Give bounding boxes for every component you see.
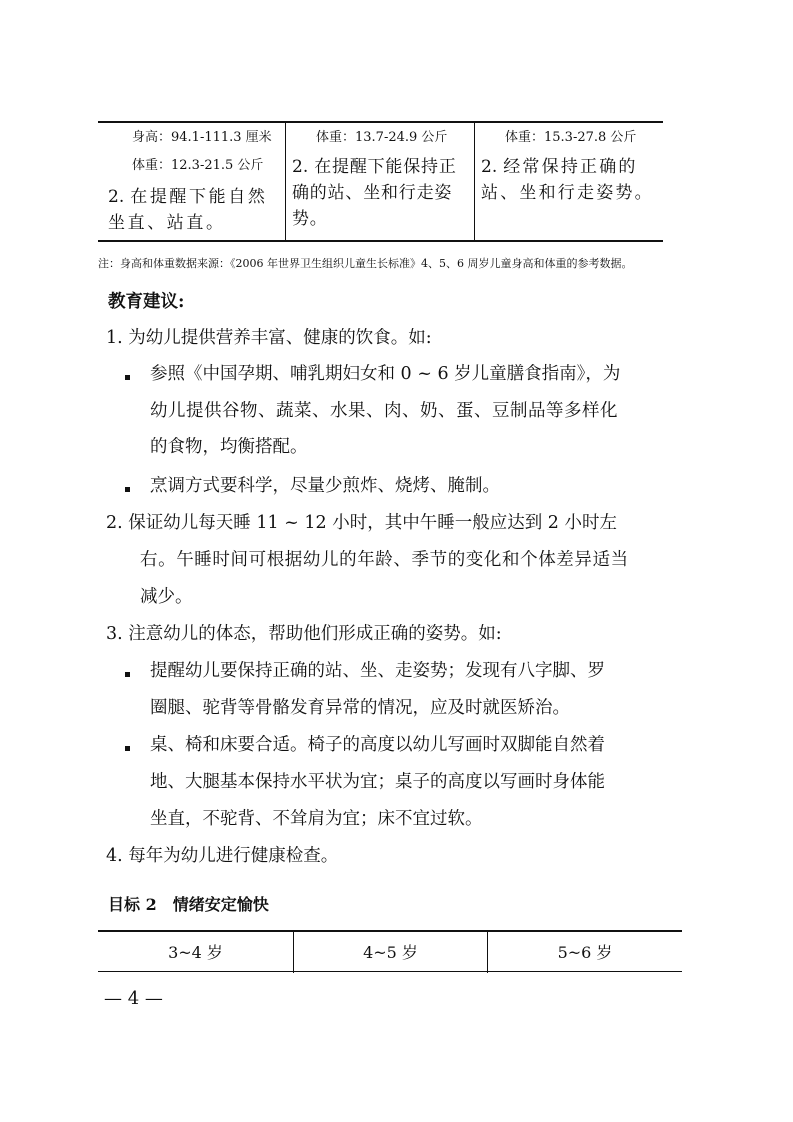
table-cell-4-5	[286, 121, 474, 242]
list-item: 烹调方式要科学，尽量少煎炸、烧烤、腌制。	[150, 476, 500, 496]
weight-range: 体重：13.7-24.9 公斤	[316, 130, 448, 145]
list-item: 地、大腿基本保持水平状为宜；桌子的高度以写画时身体能	[150, 772, 605, 792]
goal-item	[481, 154, 657, 206]
page-number: — 4 —	[104, 988, 163, 1009]
table-cell-3-4	[98, 121, 285, 242]
item-text: 在提醒下能保持正确的站、坐和行走姿势。	[292, 157, 457, 229]
list-item: 3. 注意幼儿的体态，帮助他们形成正确的姿势。如:	[106, 624, 502, 644]
list-item: 幼儿提供谷物、蔬菜、水果、肉、奶、蛋、豆制品等多样化	[150, 401, 618, 421]
table-header: 4~5 岁	[363, 943, 418, 962]
weight-range: 体重：15.3-27.8 公斤	[505, 130, 637, 145]
list-item: 1. 为幼儿提供营养丰富、健康的饮食。如:	[106, 328, 432, 348]
list-item: 的食物，均衡搭配。	[150, 437, 308, 457]
table-header: 5~6 岁	[557, 943, 613, 962]
bullet-icon	[125, 672, 130, 677]
list-item: 圈腿、驼背等骨骼发育异常的情况，应及时就医矫治。	[150, 698, 570, 718]
goal-item	[108, 184, 280, 236]
age-header-table	[98, 930, 682, 973]
item-number: 2.	[292, 157, 309, 177]
item-number: 2.	[108, 187, 125, 207]
bullet-icon	[125, 746, 130, 751]
bullet-icon	[125, 487, 130, 492]
item-text: 在提醒下能自然坐直、站直。	[108, 187, 268, 233]
table-header: 3~4 岁	[168, 943, 223, 962]
list-item: 参照《中国孕期、哺乳期妇女和 0 ~ 6 岁儿童膳食指南》，为	[150, 364, 621, 384]
list-item: 4. 每年为幼儿进行健康检查。	[106, 846, 339, 866]
goal-item	[292, 154, 468, 232]
growth-table	[98, 121, 663, 242]
bullet-icon	[125, 375, 130, 380]
item-number: 2.	[481, 157, 498, 177]
list-item: 桌、椅和床要合适。椅子的高度以幼儿写画时双脚能自然着	[150, 735, 605, 755]
goal-title: 目标 2 情绪安定愉快	[108, 895, 269, 914]
list-item: 2. 保证幼儿每天睡 11 ~ 12 小时，其中午睡一般应达到 2 小时左	[106, 513, 617, 533]
list-item: 提醒幼儿要保持正确的站、坐、走姿势；发现有八字脚、罗	[150, 661, 605, 681]
weight-range: 体重：12.3-21.5 公斤	[132, 158, 264, 173]
section-title: 教育建议:	[108, 292, 185, 312]
table-cell-5-6	[475, 121, 663, 242]
list-item: 坐直，不驼背、不耸肩为宜；床不宜过软。	[150, 809, 483, 829]
height-range: 身高：94.1-111.3 厘米	[132, 130, 272, 145]
list-item: 减少。	[140, 587, 193, 607]
data-source-note: 注：身高和体重数据来源：《2006 年世界卫生组织儿童生长标准》4、5、6 周岁儿童身高和体重的参考数据。	[98, 257, 633, 270]
list-item: 右。午睡时间可根据幼儿的年龄、季节的变化和个体差异适当	[140, 550, 629, 570]
item-text: 经常保持正确的站、坐和行走姿势。	[481, 157, 654, 203]
